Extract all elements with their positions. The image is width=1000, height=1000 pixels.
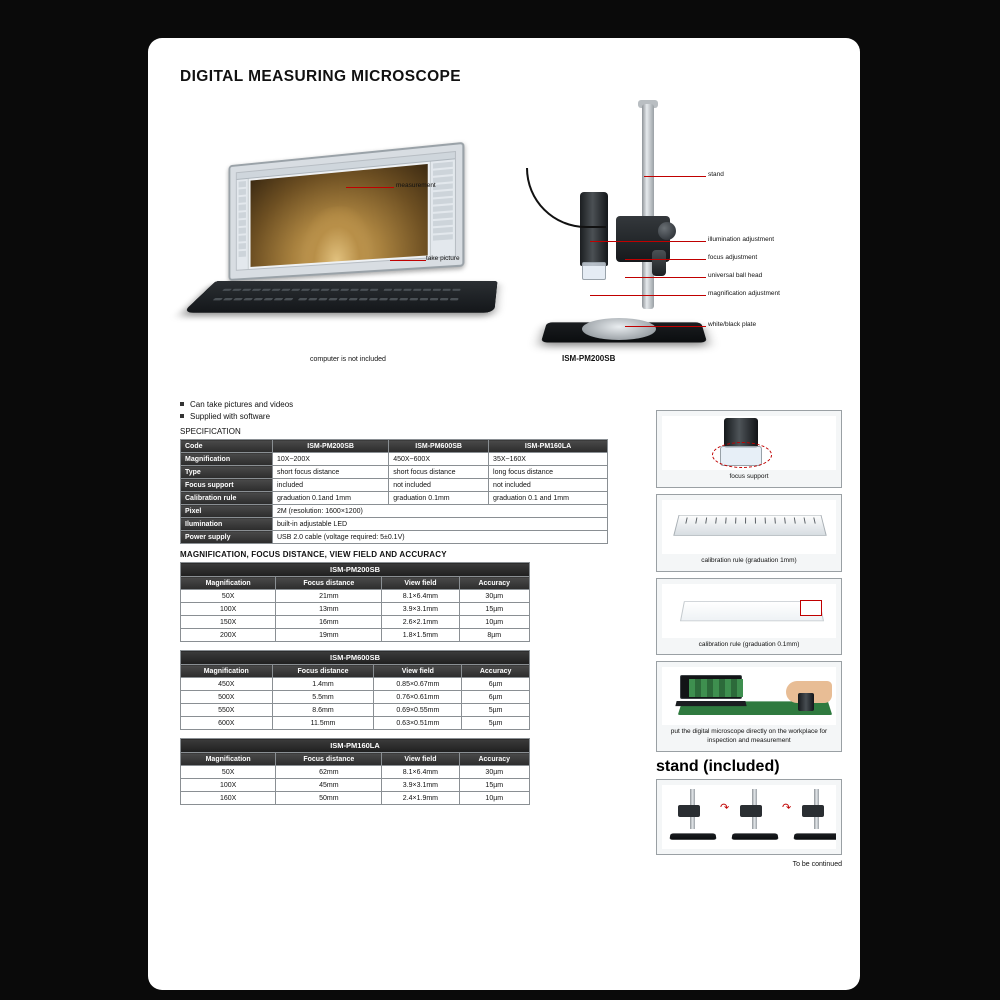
card-caption: focus support <box>729 473 769 480</box>
notebook <box>676 675 746 709</box>
cell-model-1: ISM-PM200SB <box>273 440 389 453</box>
row-label: Magnification <box>181 453 273 466</box>
cell-value: graduation 0.1and 1mm <box>273 492 389 505</box>
table-row <box>181 717 530 730</box>
laptop-screen <box>236 151 456 271</box>
cell-model-2: ISM-PM600SB <box>389 440 489 453</box>
table-row <box>181 691 530 704</box>
laptop-illustration <box>200 154 500 334</box>
row-label: Ilumination <box>181 518 273 531</box>
cell-value: 600X <box>181 717 273 730</box>
focus-knob <box>658 222 676 240</box>
table-row <box>181 704 530 717</box>
card-focus-support <box>656 410 842 488</box>
cell-value: 16mm <box>276 616 382 629</box>
cell-value: 450X~600X <box>389 453 489 466</box>
cell-value: 21mm <box>276 590 382 603</box>
ruler-illustration <box>673 515 827 536</box>
row-label: Type <box>181 466 273 479</box>
column-header: Magnification <box>181 577 276 590</box>
cell-value: 5µm <box>462 717 530 730</box>
cell-value: 15µm <box>459 779 529 792</box>
focus-support-image <box>662 416 836 470</box>
column-header: Focus distance <box>272 665 374 678</box>
table-row <box>181 577 530 590</box>
cell-value: 5µm <box>462 704 530 717</box>
callout-measurement: measurement <box>396 182 436 189</box>
cell-value: 10X~200X <box>273 453 389 466</box>
cell-value: 15µm <box>459 603 529 616</box>
column-header: Accuracy <box>459 577 529 590</box>
bullet-text: Can take pictures and videos <box>190 400 294 409</box>
cell-value: 550X <box>181 704 273 717</box>
footer-note: To be continued <box>792 860 842 868</box>
adjust-lever <box>652 250 666 276</box>
cell-value: 6µm <box>462 691 530 704</box>
zoom-inset <box>800 600 822 616</box>
table-row <box>181 665 530 678</box>
cell-value: long focus distance <box>489 466 608 479</box>
callout-stand: stand <box>708 171 724 178</box>
cell-value: 5.5mm <box>272 691 374 704</box>
table-row <box>181 440 608 453</box>
cell-value: 2M (resolution: 1600×1200) <box>273 505 608 518</box>
cell-value: 30µm <box>459 590 529 603</box>
magnification-table-600sb <box>180 650 530 730</box>
row-label: Calibration rule <box>181 492 273 505</box>
bullet-text: Supplied with software <box>190 412 271 421</box>
stand-post <box>642 104 654 309</box>
table-row <box>181 479 608 492</box>
table-row <box>181 616 530 629</box>
cell-value: 0.76×0.61mm <box>374 691 462 704</box>
calibration-rule-01mm-image <box>662 584 836 638</box>
stand-variants-group <box>666 787 836 849</box>
rotation-arrow-icon: ↷ <box>782 801 792 814</box>
cell-value: 11.5mm <box>272 717 374 730</box>
leader-line-measurement <box>346 187 394 188</box>
card-caption: calibration rule (graduation 0.1mm) <box>698 640 800 648</box>
cell-value: 8.6mm <box>272 704 374 717</box>
bullet-square-icon <box>180 402 184 406</box>
table-row <box>181 505 608 518</box>
screen-body <box>237 159 455 269</box>
hero-model-label: ISM-PM200SB <box>562 354 616 363</box>
leader-line-ball-head <box>625 277 706 278</box>
stand-base <box>731 833 778 839</box>
white-black-plate <box>582 318 656 340</box>
cell-value: built-in adjustable LED <box>273 518 608 531</box>
callout-take-picture: take picture <box>426 255 460 262</box>
cell-value: 160X <box>181 792 276 805</box>
card-direct-use <box>656 661 842 752</box>
magnification-table-160la <box>180 738 530 805</box>
list-item <box>180 400 842 409</box>
scope-holder <box>740 805 762 817</box>
table-row <box>181 492 608 505</box>
cell-value: included <box>273 479 389 492</box>
scope-holder <box>802 805 824 817</box>
table-row <box>181 766 530 779</box>
row-label: Pixel <box>181 505 273 518</box>
cell-value: 8.1×6.4mm <box>382 590 459 603</box>
model-header: ISM-PM200SB <box>181 563 530 577</box>
stand-variant-1 <box>666 787 718 847</box>
stand-variant-3 <box>790 787 836 847</box>
callout-illumination-adjustment: illumination adjustment <box>708 236 775 243</box>
cell-value: 2.4×1.9mm <box>382 792 459 805</box>
microscope-stand-illustration <box>530 104 710 384</box>
scope-holder <box>678 805 700 817</box>
callout-magnification-adjustment: magnification adjustment <box>708 290 780 297</box>
leader-line-take-picture <box>390 260 426 261</box>
card-calibration-rule-01mm <box>656 578 842 656</box>
catalog-sheet <box>148 38 860 990</box>
cell-value: 10µm <box>459 792 529 805</box>
stand-variant-2 <box>728 787 780 847</box>
highlight-oval <box>712 442 772 468</box>
leader-line-illumination <box>590 241 706 242</box>
column-header: View field <box>382 577 459 590</box>
hero-illustration <box>170 94 842 394</box>
table-row <box>181 466 608 479</box>
table-row <box>181 590 530 603</box>
table-row <box>181 753 530 766</box>
cell-value: 62mm <box>276 766 382 779</box>
cell-value: 0.63×0.51mm <box>374 717 462 730</box>
column-header: Magnification <box>181 753 276 766</box>
card-stand-variants <box>656 779 842 855</box>
cell-value: 45mm <box>276 779 382 792</box>
laptop-keyboard <box>211 285 472 302</box>
cell-value: 30µm <box>459 766 529 779</box>
cell-value: 8.1×6.4mm <box>382 766 459 779</box>
table-row <box>181 678 530 691</box>
cell-value: 6µm <box>462 678 530 691</box>
cell-value: short focus distance <box>389 466 489 479</box>
direct-use-image <box>662 667 836 725</box>
table-row <box>181 629 530 642</box>
table-row <box>181 792 530 805</box>
cell-value: 19mm <box>276 629 382 642</box>
card-caption: calibration rule (graduation 1mm) <box>701 556 797 564</box>
cell-value: not included <box>489 479 608 492</box>
table-row <box>181 739 530 753</box>
computer-note: computer is not included <box>310 356 386 363</box>
callout-universal-ball-head: universal ball head <box>708 272 763 279</box>
cell-value: 10µm <box>459 616 529 629</box>
column-header: Focus distance <box>276 577 382 590</box>
rotation-arrow-icon: ↷ <box>720 801 730 814</box>
leader-line-magnification <box>590 295 706 296</box>
cell-value: 100X <box>181 603 276 616</box>
callout-white-black-plate: white/black plate <box>708 321 757 328</box>
cell-value: graduation 0.1mm <box>389 492 489 505</box>
stand-included-label: stand (included) <box>656 757 780 775</box>
screen-side-panel <box>430 159 455 257</box>
table-row <box>181 563 530 577</box>
leader-line-plate <box>625 326 706 327</box>
cell-value: graduation 0.1 and 1mm <box>489 492 608 505</box>
microscope-lens <box>582 262 606 280</box>
usb-cable <box>526 168 606 228</box>
card-calibration-rule-1mm <box>656 494 842 572</box>
screen-tool-rail <box>237 179 249 270</box>
model-header: ISM-PM600SB <box>181 651 530 665</box>
cell-value: 200X <box>181 629 276 642</box>
table-row <box>181 453 608 466</box>
leader-line-stand <box>644 176 706 177</box>
calibration-rule-1mm-image <box>662 500 836 554</box>
laptop-base <box>182 281 497 313</box>
notebook-lid <box>680 675 742 699</box>
row-label: Focus support <box>181 479 273 492</box>
table-row <box>181 779 530 792</box>
stand-variants-image <box>662 785 836 849</box>
cell-value: 1.8×1.5mm <box>382 629 459 642</box>
column-header: View field <box>382 753 459 766</box>
cell-value: 450X <box>181 678 273 691</box>
row-label: Power supply <box>181 531 273 544</box>
cell-value: 0.85×0.67mm <box>374 678 462 691</box>
cell-value: 13mm <box>276 603 382 616</box>
bullet-square-icon <box>180 414 184 418</box>
cell-value: 100X <box>181 779 276 792</box>
table-row <box>181 603 530 616</box>
cell-value: 2.6×2.1mm <box>382 616 459 629</box>
column-header: Accuracy <box>462 665 530 678</box>
page-title: DIGITAL MEASURING MICROSCOPE <box>180 68 462 85</box>
callout-focus-adjustment: focus adjustment <box>708 254 758 261</box>
cell-code-header: Code <box>181 440 273 453</box>
cell-value: 50X <box>181 590 276 603</box>
screen-specimen-image <box>251 164 428 267</box>
column-header: View field <box>374 665 462 678</box>
notebook-base <box>675 701 746 706</box>
notebook-screen <box>689 679 743 697</box>
sheet-content <box>170 58 842 976</box>
magnification-table-200sb <box>180 562 530 642</box>
cell-value: 35X~160X <box>489 453 608 466</box>
specification-table <box>180 439 608 544</box>
cell-value: 1.4mm <box>272 678 374 691</box>
table-row <box>181 651 530 665</box>
cell-value: not included <box>389 479 489 492</box>
cell-value: 150X <box>181 616 276 629</box>
table-row <box>181 518 608 531</box>
handheld-microscope <box>798 693 814 711</box>
leader-line-focus <box>625 259 706 260</box>
cell-value: short focus distance <box>273 466 389 479</box>
magnification-section-label: MAGNIFICATION, FOCUS DISTANCE, VIEW FIELD AND ACCURACY <box>180 550 447 559</box>
cell-value: USB 2.0 cable (voltage required: 5±0.1V) <box>273 531 608 544</box>
cell-value: 8µm <box>459 629 529 642</box>
desk-scene <box>670 671 836 721</box>
accessory-rail <box>656 410 842 868</box>
card-caption: put the digital microscope directly on the workplace for inspection and measurement <box>670 728 828 745</box>
column-header: Accuracy <box>459 753 529 766</box>
model-header: ISM-PM160LA <box>181 739 530 753</box>
cell-value: 3.9×3.1mm <box>382 779 459 792</box>
stand-base <box>793 833 836 839</box>
cell-value: 500X <box>181 691 273 704</box>
stand-base <box>669 833 716 839</box>
column-header: Focus distance <box>276 753 382 766</box>
cell-model-3: ISM-PM160LA <box>489 440 608 453</box>
cell-value: 3.9×3.1mm <box>382 603 459 616</box>
cell-value: 50X <box>181 766 276 779</box>
column-header: Magnification <box>181 665 273 678</box>
cell-value: 50mm <box>276 792 382 805</box>
cell-value: 0.69×0.55mm <box>374 704 462 717</box>
table-row <box>181 531 608 544</box>
specification-label: SPECIFICATION <box>180 427 241 436</box>
